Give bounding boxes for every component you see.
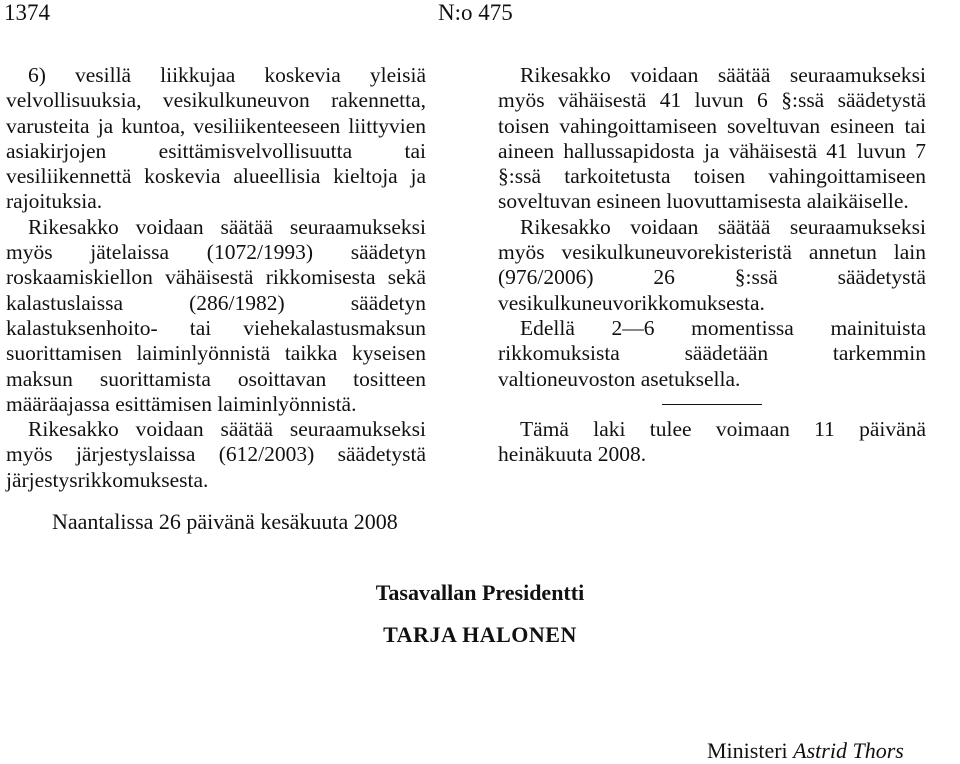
right-column xyxy=(498,63,926,467)
signer-title: Tasavallan Presidentti xyxy=(375,580,585,605)
right-paragraph-1: Rikesakko voidaan säätää seuraamukseksi myös vähäisestä 41 luvun 6 §:ssä säädetystä toisen vahingoittamiseen soveltuvan esineen tai aineen hallussapidosta ja vähäisestä 41 luvun 7 §:ssä tarkoitetusta toisen vahingoittamiseen soveltuvan esineen luovuttamisesta alaikäiselle. xyxy=(498,63,926,214)
left-paragraph-2: Rikesakko voidaan säätää seuraamukseksi myös jätelaissa (1072/1993) säädetyn roskaamiskiellon vähäisestä rikkomisesta sekä kalastuslaissa (286/1982) säädetyn kalastuksenhoito- tai viehekalastusmaksun suorittamisen laiminlyönnistä taikka kyseisen maksun suorittamista osoittavan tositteen määräajassa esittämisen laiminlyönnistä. xyxy=(6,214,426,416)
section-divider xyxy=(662,404,762,405)
entry-into-force: Tämä laki tulee voimaan 11 päivänä heinäkuuta 2008. xyxy=(498,416,926,467)
left-column xyxy=(6,63,426,493)
left-paragraph-1: 6) vesillä liikkujaa koskevia yleisiä velvollisuuksia, vesikulkuneuvon rakennetta, varusteita ja kuntoa, vesiliikenteeseen liittyvien asiakirjojen esittämisvelvollisuutta tai vesiliikennettä koskevia alueellisia kieltoja ja rajoituksia. xyxy=(6,63,426,214)
left-paragraph-3: Rikesakko voidaan säätää seuraamukseksi myös järjestyslaissa (612/2003) säädetystä järjestysrikkomuksesta. xyxy=(6,417,426,492)
minister-signature xyxy=(707,739,904,763)
minister-label: Ministeri xyxy=(707,738,788,763)
minister-name: Astrid Thors xyxy=(793,738,904,763)
place-and-date: Naantalissa 26 päivänä kesäkuuta 2008 xyxy=(52,509,398,534)
right-paragraph-2: Rikesakko voidaan säätää seuraamukseksi myös vesikulkuneuvorekisteristä annetun lain (976/2006) 26 §:ssä säädetystä vesikulkuneuvorikkomuksesta. xyxy=(498,214,926,315)
signer-name: TARJA HALONEN xyxy=(383,622,577,647)
right-paragraph-3: Edellä 2—6 momentissa mainituista rikkomuksista säädetään tarkemmin valtioneuvoston asetuksella. xyxy=(498,315,926,391)
issue-number: N:o 475 xyxy=(438,0,513,25)
page-number: 1374 xyxy=(4,0,50,25)
